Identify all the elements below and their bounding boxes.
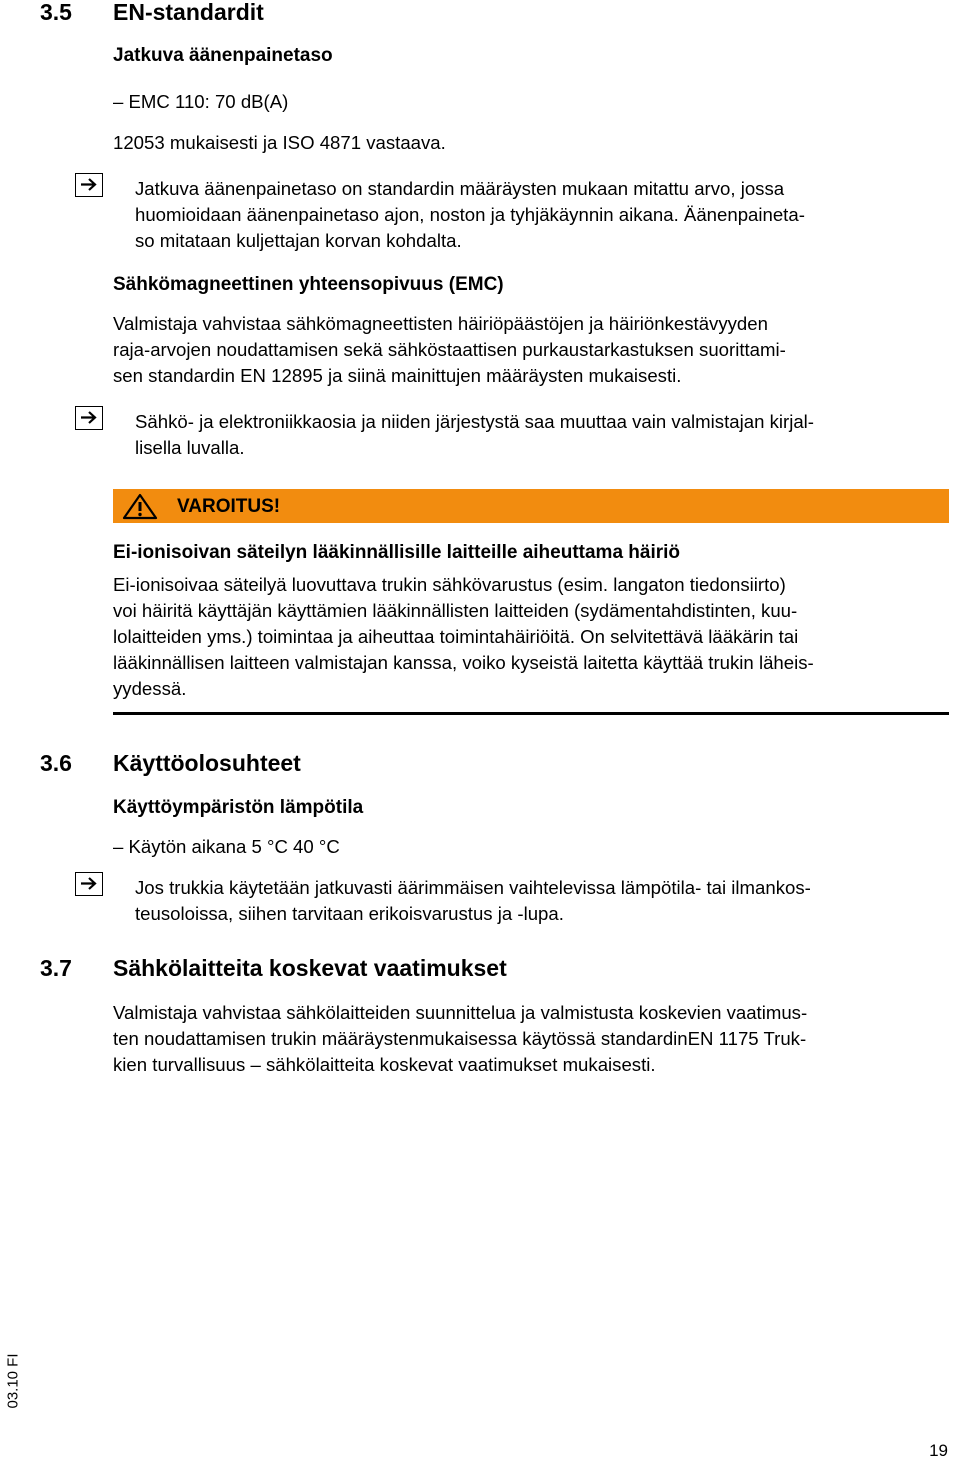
section-number: 3.7 bbox=[40, 955, 72, 981]
note-line: so mitataan kuljettajan korvan kohdalta. bbox=[135, 230, 462, 251]
paragraph-line: lääkinnällisen laitteen valmistajan kanssa, voiko kyseistä laitetta käyttää trukin läheis- bbox=[113, 652, 814, 673]
emc-note bbox=[135, 409, 949, 461]
note-arrow-icon bbox=[75, 173, 103, 197]
temperature-note bbox=[135, 875, 949, 927]
paragraph-line: raja-arvojen noudattamisen sekä sähköstaattisen purkaustarkastuksen suorittami- bbox=[113, 339, 786, 360]
paragraph-line: Ei-ionisoivaa säteilyä luovuttava trukin sähkövarustus (esim. langaton tiedonsiirto) bbox=[113, 574, 786, 595]
warning-heading: Ei-ionisoivan säteilyn lääkinnällisille laitteille aiheuttama häiriö bbox=[113, 542, 681, 563]
divider bbox=[113, 712, 949, 715]
note-line: Jos trukkia käytetään jatkuvasti äärimmäisen vaihtelevissa lämpötila- tai ilmankos- bbox=[135, 877, 811, 898]
note-line: lisella luvalla. bbox=[135, 437, 245, 458]
subheading-noise: Jatkuva äänenpainetaso bbox=[113, 45, 333, 66]
paragraph-line: lolaitteiden yms.) toimintaa ja aiheuttaa toimintahäiriöitä. On selvitettävä lääkärin tai bbox=[113, 626, 799, 647]
note-line: Jatkuva äänenpainetaso on standardin määräysten mukaan mitattu arvo, jossa bbox=[135, 178, 785, 199]
electrical-paragraph bbox=[113, 1000, 949, 1078]
section-title: Sähkölaitteita koskevat vaatimukset bbox=[113, 955, 507, 981]
note-line: teusoloissa, siihen tarvitaan erikoisvarustus ja -lupa. bbox=[135, 903, 564, 924]
noise-bullet: – EMC 110: 70 dB(A) bbox=[113, 91, 289, 112]
subheading-emc: Sähkömagneettinen yhteensopivuus (EMC) bbox=[113, 274, 504, 295]
edition-text: 03.10 FI bbox=[4, 1353, 22, 1409]
paragraph-line: sen standardin EN 12895 ja siinä mainittujen määräysten mukaisesti. bbox=[113, 365, 682, 386]
emc-paragraph bbox=[113, 311, 949, 389]
section-number: 3.6 bbox=[40, 750, 72, 776]
paragraph-line: yydessä. bbox=[113, 678, 187, 699]
note-line: huomioidaan äänenpainetaso ajon, noston ja tyhjäkäynnin aikana. Äänenpaineta- bbox=[135, 204, 805, 225]
note-line: Sähkö- ja elektroniikkaosia ja niiden järjestystä saa muuttaa vain valmistajan kirjal- bbox=[135, 411, 814, 432]
paragraph-line: ten noudattamisen trukin määräystenmukaisessa käytössä standardinEN 1175 Truk- bbox=[113, 1028, 807, 1049]
note-arrow-icon bbox=[75, 872, 103, 896]
note-arrow-icon bbox=[75, 406, 103, 430]
paragraph-line: voi häiritä käyttäjän käyttämien lääkinnällisten laitteiden (sydämentahdistinten, kuu- bbox=[113, 600, 798, 621]
subheading-temperature: Käyttöympäristön lämpötila bbox=[113, 797, 364, 818]
page-number: 19 bbox=[929, 1441, 948, 1460]
noise-note bbox=[135, 176, 949, 254]
warning-triangle-icon bbox=[122, 493, 158, 520]
paragraph-line: kien turvallisuus – sähkölaitteita koskevat vaatimukset mukaisesti. bbox=[113, 1054, 656, 1075]
noise-standard-text: 12053 mukaisesti ja ISO 4871 vastaava. bbox=[113, 132, 446, 153]
warning-label: VAROITUS! bbox=[177, 496, 281, 517]
paragraph-line: Valmistaja vahvistaa sähkölaitteiden suunnittelua ja valmistusta koskevien vaatimus- bbox=[113, 1002, 808, 1023]
section-number: 3.5 bbox=[40, 0, 72, 25]
edition-label bbox=[4, 1346, 22, 1416]
temperature-bullet: – Käytön aikana 5 °C 40 °C bbox=[113, 836, 340, 857]
section-title: EN-standardit bbox=[113, 0, 264, 25]
section-title: Käyttöolosuhteet bbox=[113, 750, 301, 776]
paragraph-line: Valmistaja vahvistaa sähkömagneettisten häiriöpäästöjen ja häiriönkestävyyden bbox=[113, 313, 768, 334]
warning-banner bbox=[113, 489, 949, 523]
warning-paragraph bbox=[113, 572, 949, 702]
